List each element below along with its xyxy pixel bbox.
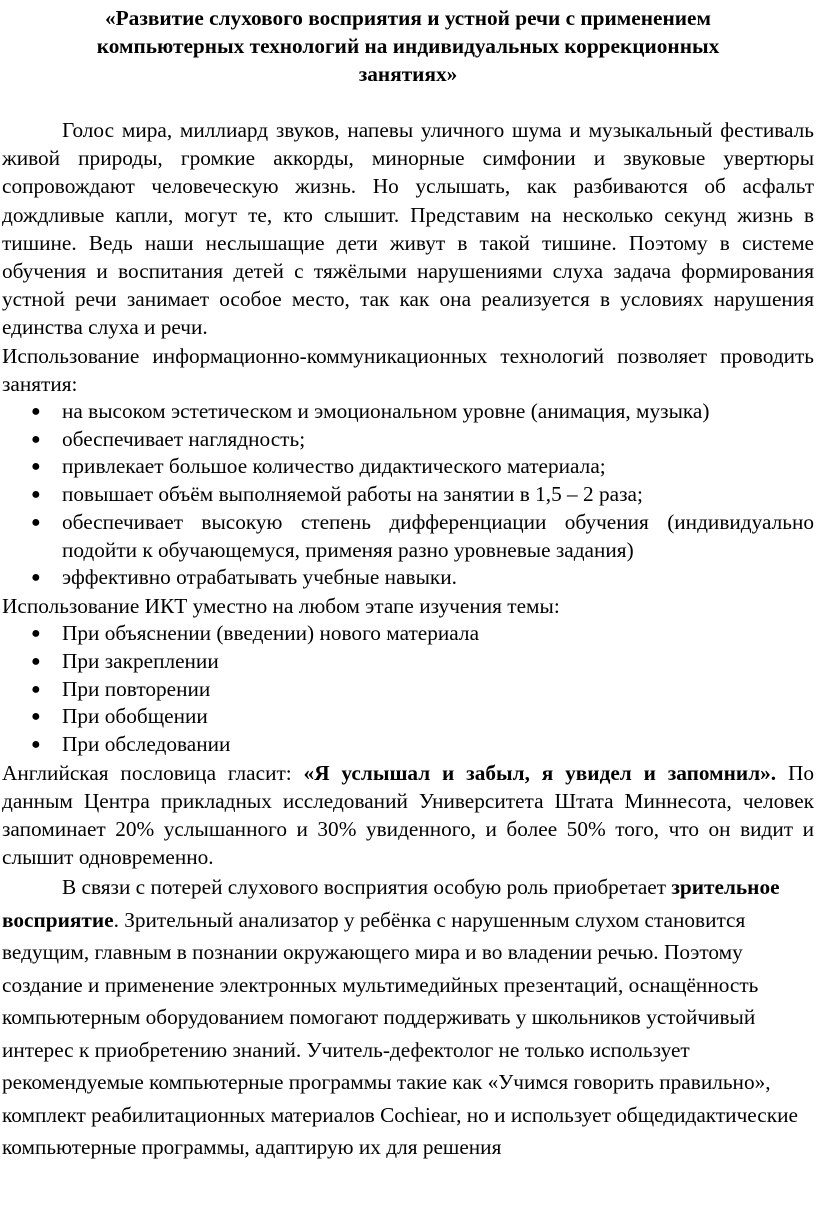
list-item: ● При обобщении (62, 703, 814, 731)
bullet-icon: ● (31, 708, 41, 726)
intro-paragraph: Голос мира, миллиард звуков, напевы уличного шума и музыкальный фестиваль живой природы, громкие аккорды, минорные симфонии и звуковые увертюры сопровождают человеческую жизнь. Но услышать, как разбиваются об асфальт дождливые капли, могут те, кто слышит. Представим на несколько секунд жизнь в тишине. Ведь наши неслышащие дети живут в такой тишине. Поэтому в системе обучения и воспитания детей с тяжёлыми нарушениями слуха задача формирования устной речи занимает особое место, так как она реализуется в условиях нарушения единства слуха и речи. (2, 118, 814, 340)
list-item: ● обеспечивает наглядность; (62, 426, 814, 454)
bullet-icon: ● (31, 458, 41, 476)
proverb-paragraph: Английская пословица гласит: «Я услышал и забыл, я увидел и запомнил». По данным Центра прикладных исследований Университета Штата Миннесота, человек запоминает 20% услышанного и 30% увиденного, и более 50% того, что он видит и слышит одновременно. (2, 760, 815, 870)
list-item: ● При обследовании (62, 731, 814, 759)
stages-list (2, 620, 814, 759)
bullet-icon: ● (31, 625, 41, 643)
proverb-quote: «Я услышал и забыл, я увидел и запомнил». (303, 760, 777, 785)
list-item: ● При объяснении (введении) нового материала (62, 620, 814, 648)
emphasis: зрительное восприятие (2, 875, 780, 932)
visual-perception-paragraph: В связи с потерей слухового восприятия особую роль приобретает зрительное восприятие. Зрительный анализатор у ребёнка с нарушенным слухом становится ведущим, главным в познании окружающего мира и во владении речью. Поэтому создание и применение электронных мультимедийных презентаций, оснащённость компьютерным оборудованием помогают поддерживать у школьников устойчивый интерес к приобретению знаний. Учитель-дефектолог не только использует рекомендуемые компьютерные программы такие как «Учимся говорить правильно», комплект реабилитационных материалов Cochiear, но и использует общедидактические компьютерные программы, адаптирую их для решения (2, 875, 798, 1160)
bullet-icon: ● (31, 486, 41, 504)
bullet-icon: ● (31, 403, 41, 421)
bullet-icon: ● (31, 735, 41, 753)
title-line: «Развитие слухового восприятия и устной речи с применением (105, 6, 711, 30)
bullet-icon: ● (31, 680, 41, 698)
list-item: ● на высоком эстетическом и эмоциональном уровне (анимация, музыка) (62, 398, 814, 426)
title-line: занятиях» (358, 62, 458, 86)
title-line: компьютерных технологий на индивидуальных коррекционных (96, 34, 720, 58)
list-item: ● привлекает большое количество дидактического материала; (62, 453, 814, 481)
list-item: ● повышает объём выполняемой работы на занятии в 1,5 – 2 раза; (62, 481, 814, 509)
bullet-icon: ● (31, 569, 41, 587)
ict-intro: Использование информационно-коммуникационных технологий позволяет проводить занятия: (2, 343, 814, 396)
list-item: ● При закреплении (62, 648, 814, 676)
document-title (2, 4, 814, 88)
stages-intro: Использование ИКТ уместно на любом этапе изучения темы: (2, 593, 560, 618)
list-item: ● При повторении (62, 676, 814, 704)
list-item: ● эффективно отрабатывать учебные навыки. (62, 564, 814, 592)
bullet-icon: ● (31, 513, 41, 531)
bullet-icon: ● (31, 430, 41, 448)
bullet-icon: ● (31, 652, 41, 670)
ict-benefits-list (2, 398, 814, 592)
list-item: ● обеспечивает высокую степень дифференциации обучения (индивидуально подойти к обучающемуся, применяя разно уровневые задания) (31, 509, 814, 562)
